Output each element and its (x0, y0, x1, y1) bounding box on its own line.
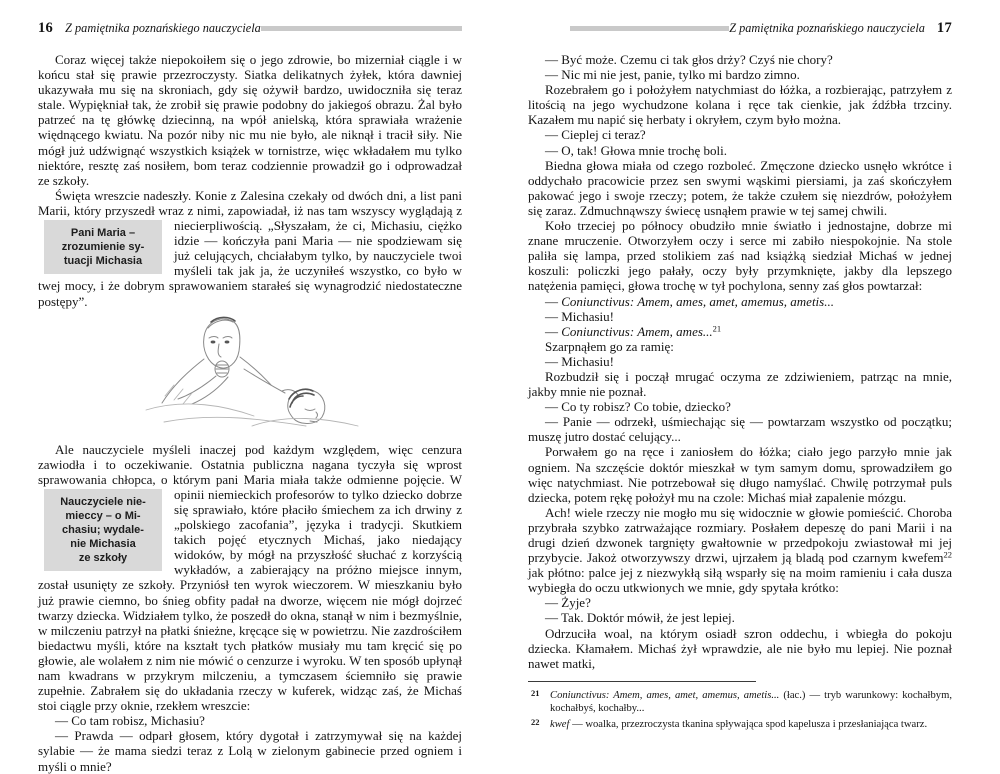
page-left (38, 20, 462, 774)
page-number: 16 (38, 19, 54, 36)
paragraph: — Nic mi nie jest, panie, tylko mi bardzo zimno. (545, 67, 800, 83)
margin-note: Nauczyciele nie- mieccy – o Mi- chasiu; wydale- nie Michasia ze szkoły (44, 489, 162, 571)
page-left-header (38, 20, 462, 36)
paragraph: — Michasiu! (545, 308, 614, 324)
pencil-sketch-teacher-and-child (134, 313, 366, 435)
book-illustration (38, 313, 462, 440)
margin-note: Pani Maria – zrozumienie sy- tuacji Michasia (44, 220, 162, 274)
footnote-number: 22 (531, 716, 540, 727)
paragraph: Ach! wiele rzeczy nie mogło mu się widocznie w głowie pomieścić. Choroba przybrała szybko zatrważające rozmiary. Posłałem depeszę do pani Marii i na drugi dzień dzwonek targnięty gwałtownie w przedpokoju zwiastował mi jej przybycie. Jakoż otworzywszy drzwi, ujrzałem ją bladą pod czarnym kwefem$^{22}$ jak płótno: palce jej z niezwykłą siłą wsparły się na moim ramieniu i cała dusza wybiegła do oczu utkwionych we mnie, gdy spytała krótko: (528, 504, 952, 596)
footnote: 22 kwef — woalka, przezroczysta tkanina spływająca spod kapelusza i przesłaniająca twarz. (531, 716, 928, 730)
paragraph: Koło trzeciej po północy obudziło mnie światło i jednostajne, dobrze mi znane mruczenie. Otworzyłem oczy i serce mi zabiło niespokojnie. Na stole paliła się lampa, przed stolikiem zaś nad książką siedział Michaś w jednej koszuli: policzki jego pałały, oczy były przymknięte, jakby dla lepszego natężenia pamięci, głowa trochę w tył pochylona, senny zaś głos powtarzał: (528, 218, 952, 294)
page-right-body (528, 52, 952, 731)
paragraph: Rozebrałem go i położyłem natychmiast do łóżka, a rozbierając, patrzyłem z litością na jego wychudzone kolana i ręce tak cienkie, jak źdźbła trzciny. Kazałem mu napić się herbaty i okryłem, czym było można. (528, 82, 952, 128)
paragraph: Porwałem go na ręce i zaniosłem do łóżka; ciało jego parzyło mnie jak ogniem. Na szczęście doktór mieszkał w tym samym domu, sprowadziłem go więc natychmiast. Nie potrzebował się długo namyślać. Chwilę potrzymał puls dziecka, potem rękę położył mu na czole: Michaś miał zapalenie mózgu. (528, 444, 952, 505)
page-right-header (528, 20, 952, 36)
paragraph: — Coniunctivus: Amem, ames, amet, amemus, ametis... (545, 293, 834, 309)
paragraph: — Żyje? (545, 595, 591, 611)
paragraph: — Prawda — odparł głosem, który dygotał i zatrzymywał się na każdej sylabie — że mama siedzi teraz z Lolą w zielonym gabinecie przed ogniem i myśli o mnie? (38, 728, 462, 774)
page-number: 17 (936, 19, 952, 36)
paragraph: Ale nauczyciele myśleli inaczej pod każdym względem, więc cenzura zawiodła i to oczekiwanie. Ostatnia publiczna nagana tyczyła się wprost sprawowania chłopca, o którym pani Maria miała także odmienne pojęcie. W opinii niemieckich profesorów Nauczyciele nie- mieccy – o Mi- chasiu; wydale- nie Michasia ze szkoły to tylko dziecko dobrze się sprawiało, które płaciło śmiechem za ich drwiny z „polskiego zacofania”, języka i tradycji. Skutkiem takich pojęć etycznych Michaś, jako niedający widoków, by mógł na przyszłość słuchać z korzyścią wykładów, a zabierający na próżno miejsce innym, został usunięty ze szkoły. Przyniósł ten wyrok wieczorem. W mieszkaniu było już prawie ciemno, bo śnieg obfity padał na dworze, więcem nie mógł dojrzeć twarzy dziecka. Widziałem tylko, że poszedł do okna, stanął w nim i bezmyślnie, w milczeniu patrzył na płatki śnieżne, kręcące się w powietrzu. Nie zazdrościłem biedactwu myśli, które na kształt tych płatków musiały mu tam kręcić się po głowie, ale wolałem z nim nie mówić o cenzurze i wyroku. W ten sposób upłynął nam kwadrans w przykrym milczeniu, a tymczasem ściemniło się prawie zupełnie. Zabrałem się do układania rzeczy w kuferek, widząc zaś, że Michaś stoi ciągle przy oknie, rzekłem wreszcie: (38, 441, 462, 714)
footnotes (528, 681, 952, 731)
paragraph: — Cieplej ci teraz? (545, 127, 646, 143)
paragraph: Szarpnąłem go za ramię: (545, 338, 674, 354)
footnote-number: 21 (531, 687, 540, 698)
paragraph: Biedna głowa miała od czego rozboleć. Zmęczone dziecko usnęło wkrótce i oddychało pracowicie przez sen swymi wąskimi piersiami, ja zaś skończyłem pakować jego i swoje rzeczy; potem, że także czułem się niezdrów, położyłem się zaraz. Zdmuchnąwszy świecę usnąłem prawie w tej samej chwili. (528, 157, 952, 218)
paragraph: — Być może. Czemu ci tak głos drży? Czyś nie chory? (545, 52, 833, 67)
paragraph: — Tak. Doktór mówił, że jest lepiej. (545, 610, 735, 626)
running-title: Z pamiętnika poznańskiego nauczyciela (729, 20, 925, 35)
paragraph: Rozbudził się i począł mrugać oczyma ze zdziwieniem, patrząc na mnie, jakby mnie nie poznał. (528, 368, 952, 400)
running-title: Z pamiętnika poznańskiego nauczyciela (65, 20, 261, 35)
paragraph: — Panie — odrzekł, uśmiechając się — powtarzam wszystko od początku; muszę jutro dostać celujący... (528, 414, 952, 445)
footnote-separator (528, 681, 756, 682)
paragraph: Święta wreszcie nadeszły. Konie z Zalesina czekały od dwóch dni, a list pani Marii, który przyszedł wraz z nimi, zapowiadał, iż nas tam wszyscy wyglądają z niecierpliwością. Pani Maria – zrozumienie sy- tuacji Michasia „Słyszałam, że ci, Michasiu, ciężko idzie — kończyła pani Maria — nie spodziewam się już celujących, chciałabym tylko, by nauczyciele twoi myśleli tak jak ja, że uczyniłeś wszystko, co było w twej mocy, i że dobrym sprawowaniem starałeś się wynagrodzić niedostateczne postępy”. (38, 187, 463, 309)
paragraph: — Coniunctivus: Amem, ames...$^{21}$ (545, 323, 722, 339)
paragraph: Odrzuciła woal, na którym osiadł szron oddechu, i wbiegła do pokoju dziecka. Kłamałem. Michaś żył wprawdzie, ale nie było mu lepiej. Nie poznał nawet matki, (528, 625, 952, 671)
paragraph: — O, tak! Głowa mnie trochę boli. (545, 142, 727, 158)
header-rule (570, 26, 729, 31)
paragraph: — Co ty robisz? Co tobie, dziecko? (545, 399, 731, 415)
page-right (528, 20, 952, 733)
header-rule (261, 26, 462, 31)
paragraph: — Co tam robisz, Michasiu? (55, 713, 205, 729)
page-left-body (38, 52, 462, 774)
footnote: 21 Coniunctivus: Amem, ames, amet, amemus, ametis... (łac.) — tryb warunkowy: kochałbym, kochałbyś, kochałby... (531, 687, 952, 715)
paragraph: Coraz więcej także niepokoiłem się o jego zdrowie, bo mizerniał ciągle i w końcu stał się prawie przezroczysty. Siatka delikatnych żyłek, która dawniej ukazywała mu się na skroniach, gdy się ożywił bardzo, uwidoczniła się teraz stale. Wypiękniał tak, że zrobił się prawie podobny do jakiegoś obrazu. Żal było patrzeć na tę główkę dziecinną, na wpół anielską, która sprawiała wrażenie więdnącego kwiatu. Na pozór niby nic mu nie było, ale niknął i tracił siły. Nie mógł już udźwignąć wszystkich książek w tornistrze, więc wkładałem mu tylko niektóre, resztę zaś nosiłem, bom teraz codziennie prowadził go i odprowadzał ze szkoły. (38, 52, 462, 188)
paragraph: — Michasiu! (545, 353, 614, 369)
